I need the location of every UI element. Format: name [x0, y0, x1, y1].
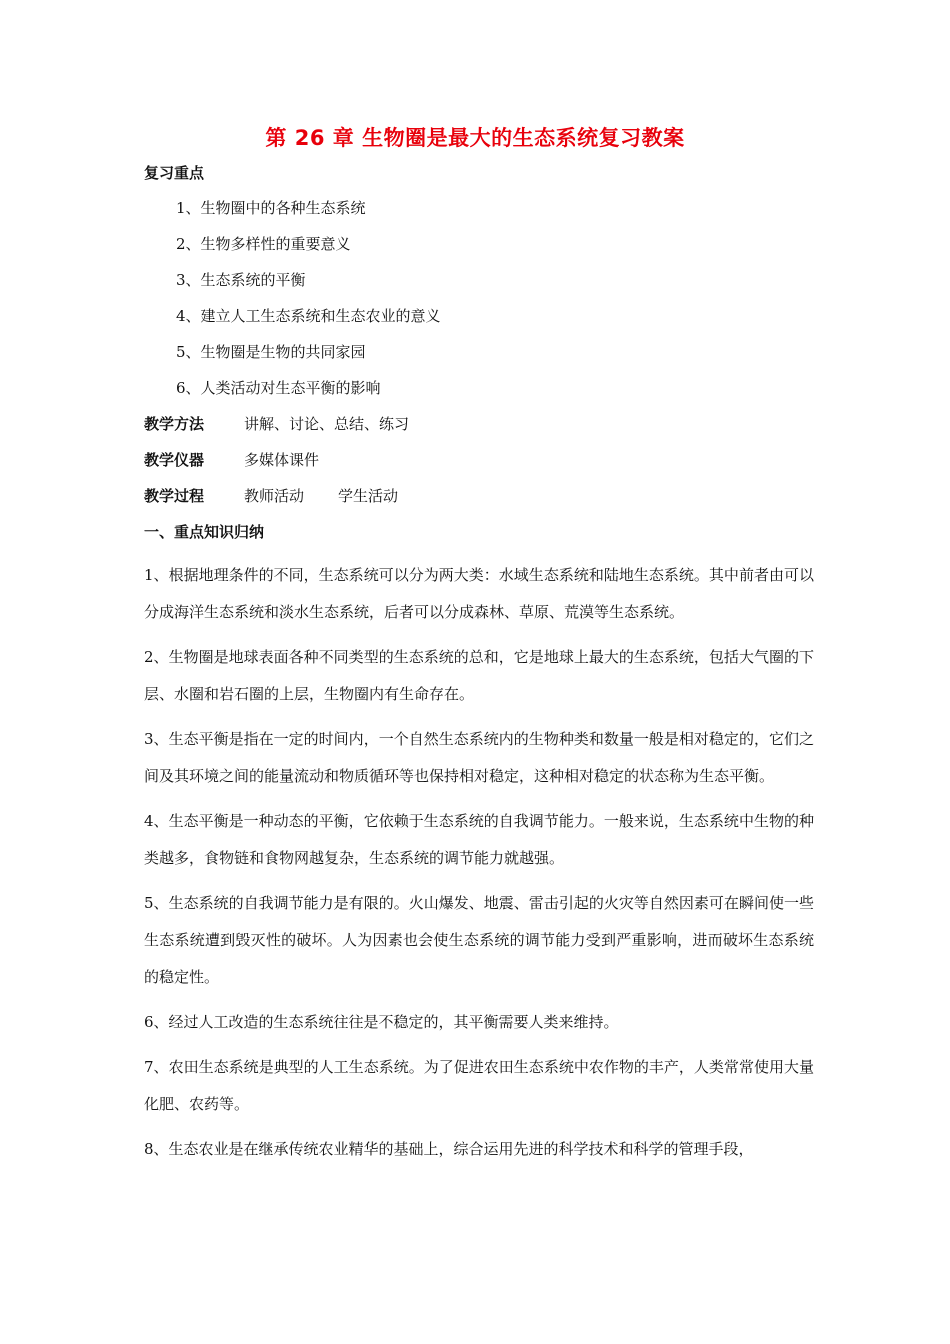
- knowledge-paragraph: 4、生态平衡是一种动态的平衡，它依赖于生态系统的自我调节能力。一般来说，生态系统中生物的种类越多，食物链和食物网越复杂，生态系统的调节能力就越强。: [144, 812, 814, 867]
- review-points-list: [176, 198, 441, 414]
- knowledge-paragraph: 7、农田生态系统是典型的人工生态系统。为了促进农田生态系统中农作物的丰产，人类常常使用大量化肥、农药等。: [144, 1058, 814, 1113]
- teaching-method-value: 讲解、讨论、总结、练习: [244, 415, 410, 433]
- teaching-method-label: 教学方法: [144, 415, 205, 433]
- review-point: 4、建立人工生态系统和生态农业的意义: [176, 307, 441, 325]
- review-point: 1、生物圈中的各种生态系统: [176, 199, 366, 217]
- knowledge-paragraph: 6、经过人工改造的生态系统往往是不稳定的，其平衡需要人类来维持。: [144, 1013, 619, 1031]
- review-point: 3、生态系统的平衡: [176, 271, 306, 289]
- page-title: 第 26 章 生物圈是最大的生态系统复习教案: [265, 126, 685, 150]
- knowledge-paragraph: 1、根据地理条件的不同，生态系统可以分为两大类：水域生态系统和陆地生态系统。其中前者由可以分成海洋生态系统和淡水生态系统，后者可以分成森林、草原、荒漠等生态系统。: [144, 566, 814, 621]
- teaching-method-row: [144, 414, 443, 434]
- review-point: 5、生物圈是生物的共同家园: [176, 343, 366, 361]
- knowledge-paragraph: 5、生态系统的自我调节能力是有限的。火山爆发、地震、雷击引起的火灾等自然因素可在瞬间使一些生态系统遭到毁灭性的破坏。人为因素也会使生态系统的调节能力受到严重影响，进而破坏生态系统的稳定性。: [144, 894, 814, 986]
- teaching-process-label: 教学过程: [144, 487, 205, 505]
- teacher-activity-label: 教师活动: [244, 487, 305, 505]
- teaching-process-row: [144, 486, 432, 506]
- teaching-equipment-label: 教学仪器: [144, 451, 205, 469]
- review-point: 6、人类活动对生态平衡的影响: [176, 379, 381, 397]
- teaching-equipment-row: [144, 450, 353, 470]
- review-heading: 复习重点: [144, 164, 205, 182]
- knowledge-paragraph: 3、生态平衡是指在一定的时间内，一个自然生态系统内的生物种类和数量一般是相对稳定的，它们之间及其环境之间的能量流动和物质循环等也保持相对稳定，这种相对稳定的状态称为生态平衡。: [144, 730, 814, 785]
- teaching-equipment-value: 多媒体课件: [244, 451, 320, 469]
- knowledge-paragraph: 8、生态农业是在继承传统农业精华的基础上，综合运用先进的科学技术和科学的管理手段，: [144, 1140, 754, 1158]
- student-activity-label: 学生活动: [338, 487, 399, 505]
- knowledge-paragraph: 2、生物圈是地球表面各种不同类型的生态系统的总和，它是地球上最大的生态系统，包括大气圈的下层、水圈和岩石圈的上层，生物圈内有生命存在。: [144, 648, 814, 703]
- knowledge-points: [144, 557, 814, 1176]
- section-heading: 一、重点知识归纳: [144, 523, 265, 541]
- review-point: 2、生物多样性的重要意义: [176, 235, 351, 253]
